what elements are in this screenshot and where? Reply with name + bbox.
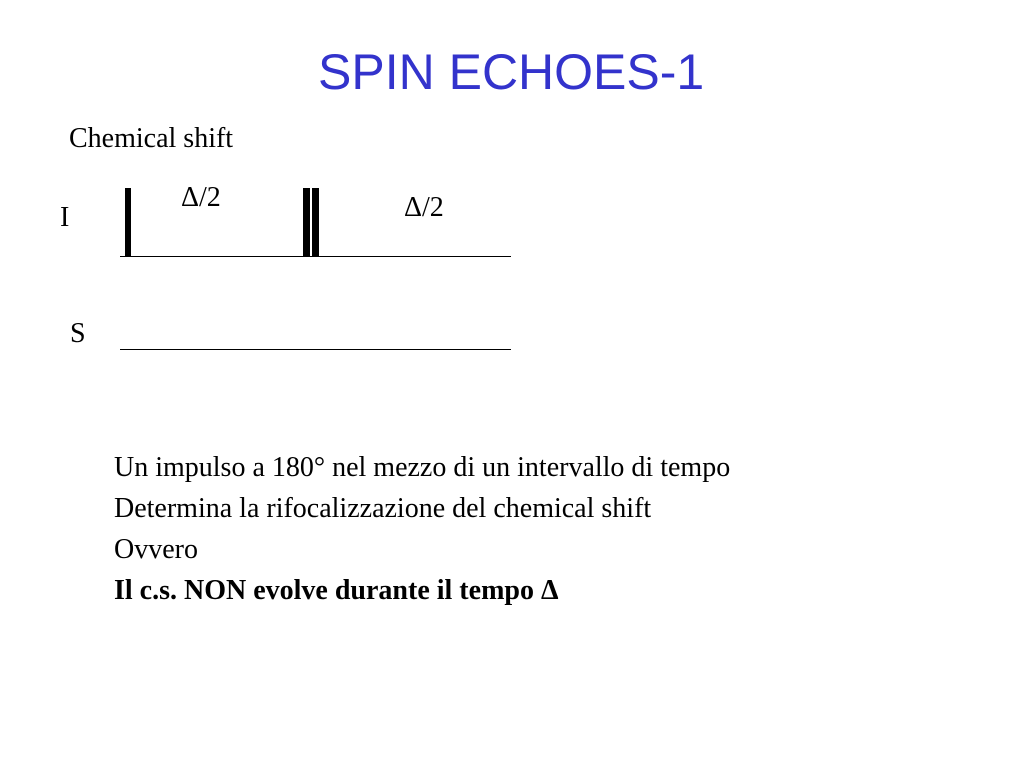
- delay-label-second: Δ/2: [404, 192, 444, 223]
- channel-label-i: I: [60, 202, 70, 233]
- slide-subtitle: Chemical shift: [69, 123, 234, 154]
- explanation-text: [114, 447, 730, 611]
- delay-label-first: Δ/2: [181, 182, 221, 213]
- body-line-1: Un impulso a 180° nel mezzo di un intervallo di tempo: [114, 452, 731, 483]
- pulse-180-bar: [303, 188, 319, 256]
- body-line-4-conclusion: Il c.s. NON evolve durante il tempo Δ: [114, 575, 559, 606]
- pulse-90-bar: [125, 188, 131, 256]
- channel-label-s: S: [70, 318, 86, 349]
- body-line-2: Determina la rifocalizzazione del chemical shift: [114, 493, 652, 524]
- channel-s-baseline: [120, 349, 511, 350]
- slide-title: SPIN ECHOES-1: [318, 44, 705, 100]
- body-line-3: Ovvero: [114, 534, 198, 565]
- channel-i-baseline: [120, 256, 511, 257]
